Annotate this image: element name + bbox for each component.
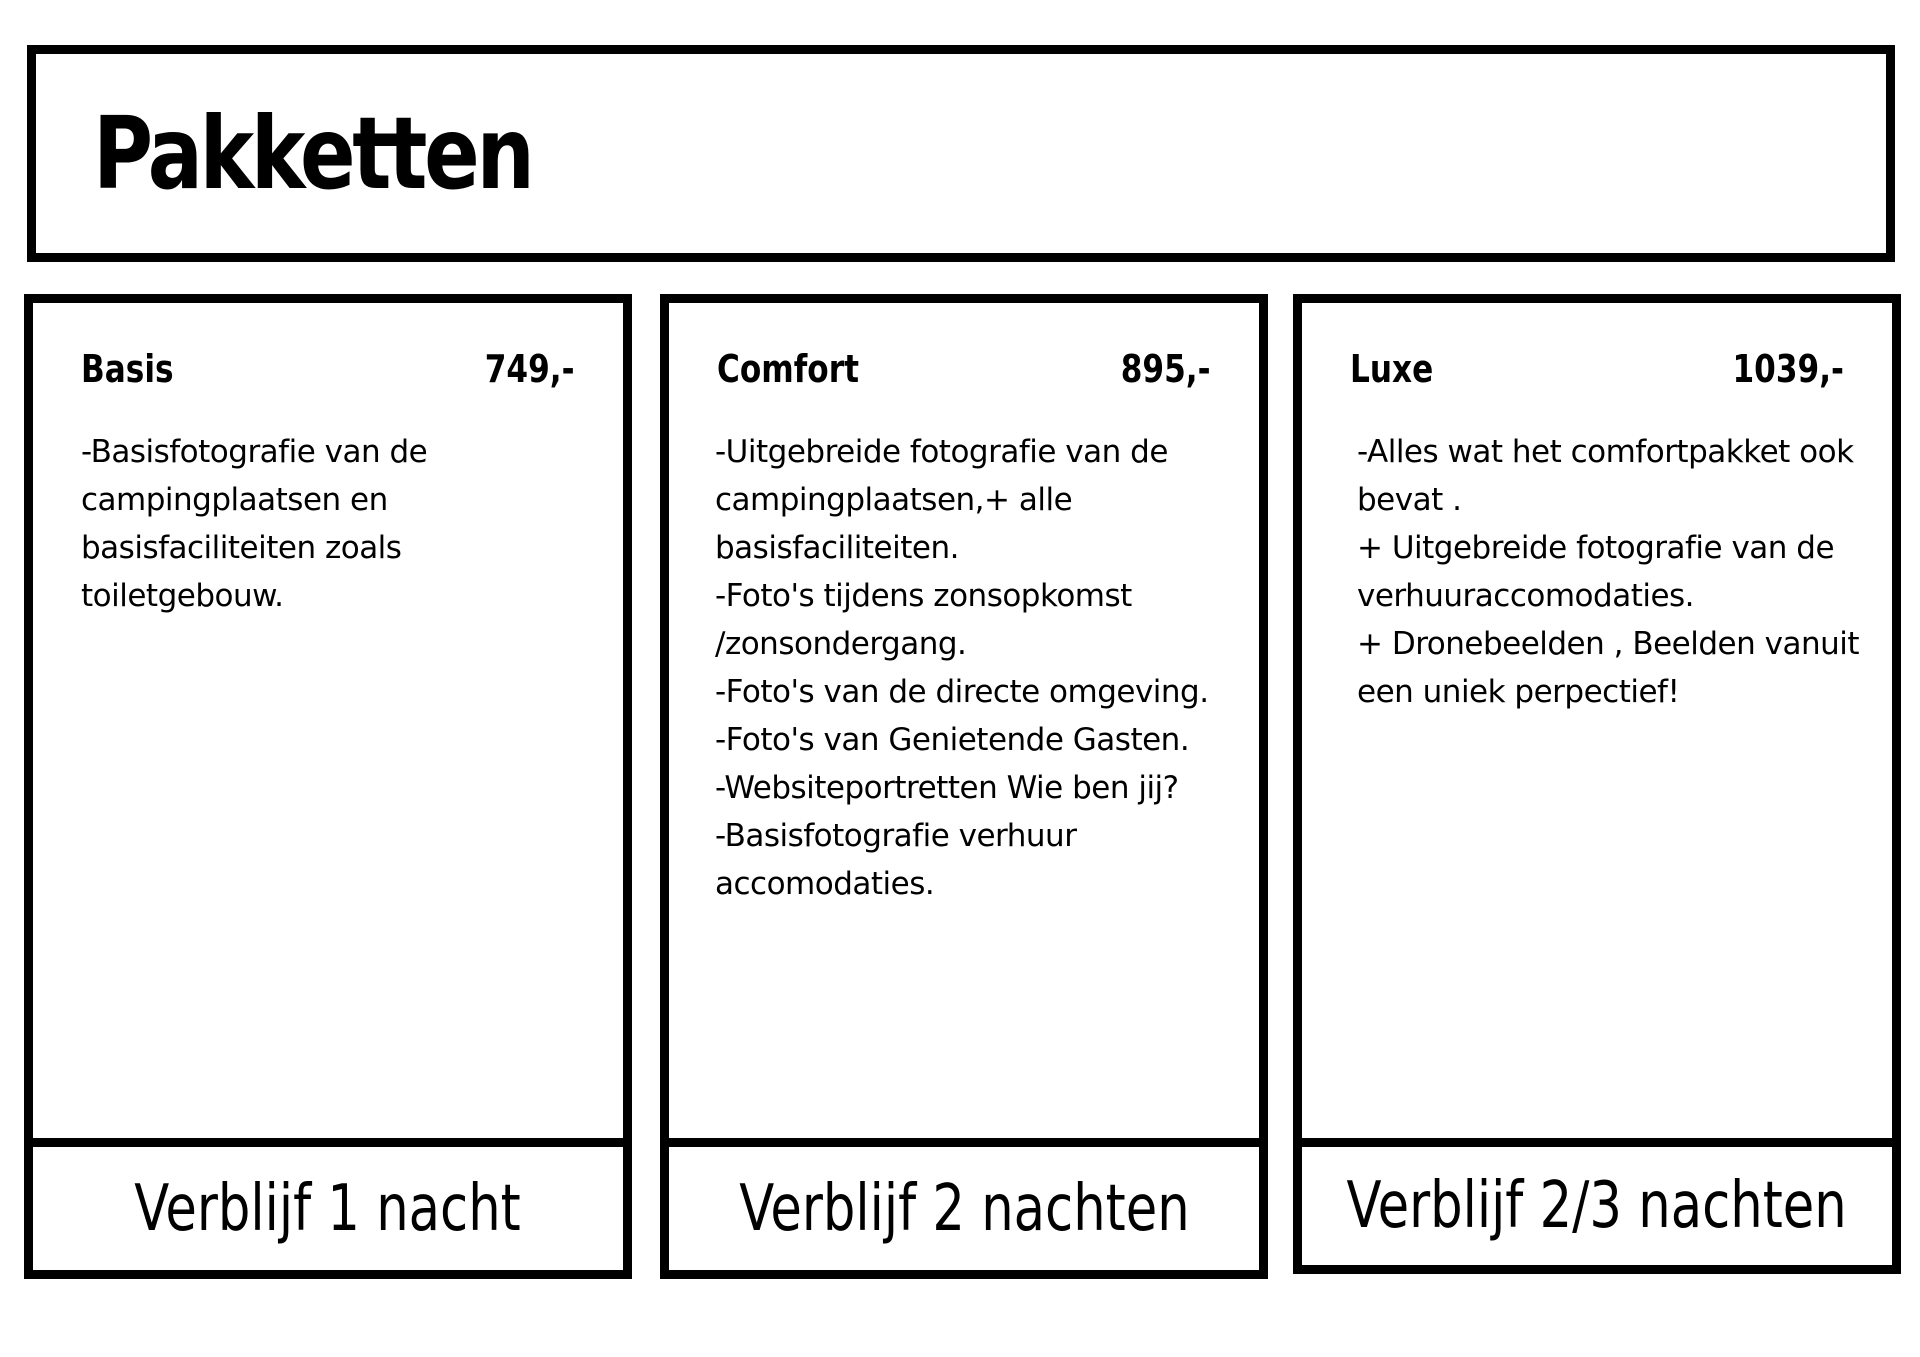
package-card-body	[669, 303, 1259, 1138]
description-line: -Foto's van Genietende Gasten.	[715, 722, 1190, 758]
description-line: -Basisfotografie verhuur accomodaties.	[715, 818, 1077, 902]
package-card-luxe	[1293, 294, 1901, 1274]
package-price: 895,-	[1121, 347, 1211, 391]
package-stay-footer	[669, 1138, 1259, 1270]
package-stay-label: Verblijf 1 nacht	[134, 1171, 522, 1246]
package-card-body	[1302, 303, 1892, 1138]
package-name: Luxe	[1350, 347, 1434, 391]
package-price: 1039,-	[1732, 347, 1844, 391]
package-card-comfort	[660, 294, 1268, 1279]
page-header	[27, 45, 1895, 262]
description-line: -Websiteportretten Wie ben jij?	[715, 770, 1179, 806]
package-price: 749,-	[485, 347, 575, 391]
description-line: -Foto's tijdens zonsopkomst /zonsondergang.	[715, 578, 1132, 662]
package-name: Comfort	[717, 347, 859, 391]
description-line: -Foto's van de directe omgeving.	[715, 674, 1209, 710]
description-line: + Dronebeelden , Beelden vanuit een uniek perpectief!	[1357, 626, 1860, 710]
package-stay-footer	[1302, 1138, 1892, 1265]
package-name: Basis	[81, 347, 174, 391]
page-title: Pakketten	[93, 95, 532, 212]
description-line: -Basisfotografie van de campingplaatsen en basisfaciliteiten zoals toiletgebouw.	[81, 434, 428, 614]
package-stay-label: Verblijf 2 nachten	[738, 1171, 1190, 1246]
package-card-basis	[24, 294, 632, 1279]
package-stay-label: Verblijf 2/3 nachten	[1346, 1169, 1848, 1243]
package-description	[1357, 428, 1877, 716]
package-stay-footer	[33, 1138, 623, 1270]
description-line: -Alles wat het comfortpakket ook bevat .	[1357, 434, 1854, 518]
description-line: + Uitgebreide fotografie van de verhuuraccomodaties.	[1357, 530, 1835, 614]
description-line: -Uitgebreide fotografie van de campingplaatsen,+ alle basisfaciliteiten.	[715, 434, 1168, 566]
package-card-body	[33, 303, 623, 1138]
package-description	[81, 428, 593, 620]
package-description	[715, 428, 1235, 908]
